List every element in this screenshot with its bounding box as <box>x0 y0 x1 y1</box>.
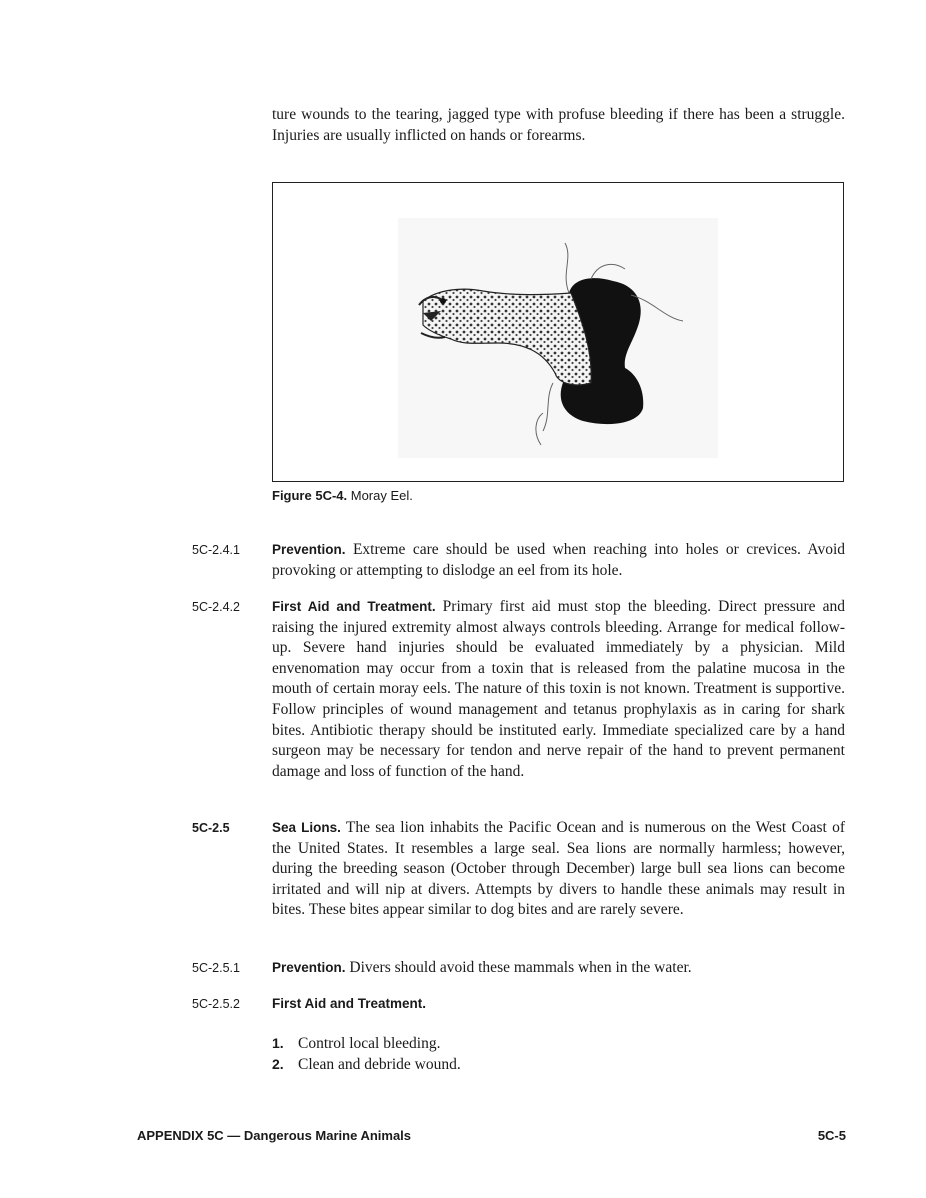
list-number: 2. <box>272 1056 284 1072</box>
moray-eel-illustration <box>273 183 843 481</box>
intro-paragraph: ture wounds to the tearing, jagged type with profuse bleeding if there has been a struggle. Injuries are usually inflicted on hands or forearms. <box>272 106 845 144</box>
section-paragraph <box>272 818 845 921</box>
section-paragraph <box>272 958 845 979</box>
list-number: 1. <box>272 1035 284 1051</box>
figure-caption-text: Moray Eel. <box>350 488 413 503</box>
figure-frame <box>272 182 844 482</box>
section-number: 5C-2.5.1 <box>192 961 240 975</box>
list-text: Control local bleeding. <box>298 1035 441 1052</box>
footer-title: APPENDIX 5C — Dangerous Marine Animals <box>137 1128 412 1143</box>
page-number: 5C-5 <box>817 1128 846 1143</box>
section-heading: Prevention. <box>272 542 346 557</box>
section-number: 5C-2.5 <box>192 821 230 835</box>
section-heading: Prevention. <box>272 960 346 975</box>
section-heading: First Aid and Treatment. <box>272 996 427 1011</box>
figure-label: Figure 5C-4. <box>272 488 348 503</box>
list-text: Clean and debride wound. <box>298 1056 461 1073</box>
section-number: 5C-2.5.2 <box>192 997 240 1011</box>
section-paragraph <box>272 540 845 581</box>
section-text: The sea lion inhabits the Pacific Ocean and is numerous on the West Coast of the United States. It resembles a large seal. Sea lions are normally harmless; however, during the breeding season (October through December) large bull sea lions can become irritated and will nip at divers. Attempts by divers to handle these animals may result in bites. These bites appear similar to dog bites and are rarely severe. <box>272 819 845 919</box>
section-paragraph <box>272 597 845 782</box>
list-item <box>272 1033 440 1055</box>
section-paragraph <box>272 994 845 1015</box>
section-text: Divers should avoid these mammals when in the water. <box>349 959 692 976</box>
section-text: Extreme care should be used when reaching into holes or crevices. Avoid provoking or attempting to dislodge an eel from its hole. <box>272 541 846 579</box>
figure-caption <box>272 488 413 503</box>
section-number: 5C-2.4.1 <box>192 543 240 557</box>
section-number: 5C-2.4.2 <box>192 600 240 614</box>
section-heading: Sea Lions. <box>272 820 341 835</box>
section-text: Primary first aid must stop the bleeding. Direct pressure and raising the injured extremity almost always controls bleeding. Arrange for medical follow-up. Severe hand injuries should be evaluated immediately by a physician. Mild envenomation may occur from a toxin that is released from the palatine mucosa in the mouth of certain moray eels. The nature of this toxin is not known. Treatment is supportive. Follow principles of wound management and tetanus prophylaxis as in caring for shark bites. Antibiotic therapy should be instituted early. Immediate specialized care by a hand surgeon may be necessary for tendon and nerve repair of the hand to prevent permanent damage and loss of function of the hand. <box>272 598 846 780</box>
list-item <box>272 1054 461 1076</box>
section-heading: First Aid and Treatment. <box>272 599 436 614</box>
